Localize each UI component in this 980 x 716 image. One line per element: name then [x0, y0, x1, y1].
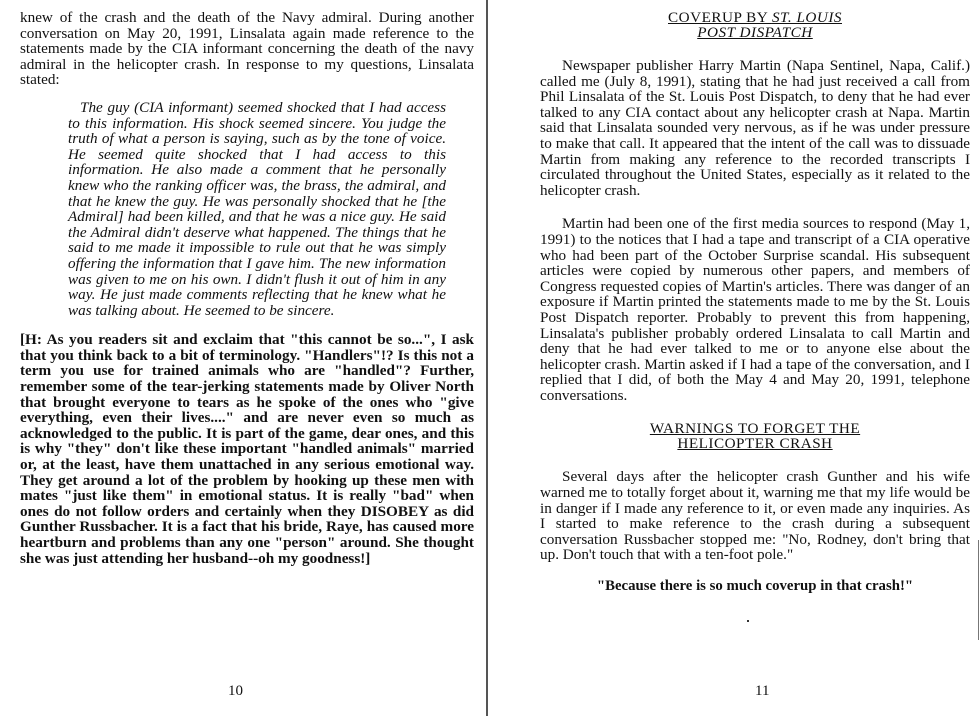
left-page-number: 10: [228, 683, 243, 699]
heading-coverup: [625, 10, 885, 40]
right-page-number: 11: [755, 683, 770, 699]
speck: [747, 620, 749, 622]
right-bold-quote: "Because there is so much coverup in that crash!": [596, 578, 914, 595]
heading-warnings: WARNINGS TO FORGET THE HELICOPTER CRASH: [649, 420, 861, 453]
right-paragraph-3: Several days after the helicopter crash Gunther and his wife warned me to totally forget about it, warning me that my life would be in danger if I made any reference to it, or even made any inquiries. As I started to make reference to the crash during a subsequent conversation Russbacher stopped me: "No, Rodney, don't bring that up. Don't touch that with a ten-foot pole.": [540, 468, 970, 564]
right-edge-line: [978, 540, 979, 640]
left-block-quote: The guy (CIA informant) seemed shocked that I had access to this information. His shock seemed sincere. You judge the truth of what a person is saying, such as by the tone of voice. He seemed quite shocked that I had access to this information. He also made a comment that he personally knew who the ranking officer was, the brass, the admiral, and that he knew the guy. He was personally shocked that he [the Admiral] had been killed, and that he was a nice guy. He said the Admiral didn't deserve what happened. The things that he said to me made it impossible to rule out that he was simply offering the information that I gave him. The new information was given to me on his own. I didn't flush it out of him in any way. He just made comments reflecting that he knew what he was talking about. He seemed to be sincere.: [68, 98, 446, 319]
heading-coverup-line2: POST DISPATCH: [697, 24, 813, 41]
right-paragraph-2: Martin had been one of the first media sources to respond (May 1, 1991) to the notices that I had a tape and transcript of a CIA operative who had been part of the October Surprise scandal. His subsequent articles were copied by numerous other papers, and members of Congress requested copies of Martin's articles. There was danger of an exposure if Martin printed the statements made to me by the St. Louis Post Dispatch reporter. Probably to prevent this from happening, Linsalata's publisher probably ordered Linsalata to call Martin and deny that he had ever talked to me or to anyone else about the helicopter crash. Martin asked if I had a tape of the conversation, and I replied that I did, of both the May 4 and May 20, 1991, telephone conversations.: [540, 215, 970, 404]
left-paragraph-1: knew of the crash and the death of the Navy admiral. During another conversation on May 20, 1991, Linsalata again made reference to the statements made by the CIA informant concerning the death of the navy admiral in the helicopter crash. In response to my questions, Linsalata stated:: [20, 9, 474, 89]
heading-coverup-em: ST. LOUIS: [771, 9, 842, 26]
left-bold-paragraph: [H: As you readers sit and exclaim that "this cannot be so...", I ask that you think back to a bit of terminology. "Handlers"!? Is this not a term you use for trained animals who are "handled"? Further, remember some of the tear-jerking statements made by Oliver North that brought everyone to tears as he spoke of the ones who "give everything, even their lives...." and are never even so much as acknowledged to the public. It is part of the game, dear ones, and this is why "they" don't like these important "handled animals" married or, at the least, have them unattached in any serious emotional way. They get around a lot of the problem by hooking up these men with mates "just like them" in emotional status. It is really "bad" when ones do not follow orders and certainly when they DISOBEY as did Gunther Russbacher. It is a fact that his bride, Raye, has caused more heartburn and problems than any one "person" around. She thought she was just attending her husband--oh my goodness!]: [20, 331, 474, 567]
left-page: [0, 0, 486, 716]
right-paragraph-1: Newspaper publisher Harry Martin (Napa Sentinel, Napa, Calif.) called me (July 8, 1991), stating that he had just received a call from Phil Linsalata of the St. Louis Post Dispatch, to deny that he had ever talked to any CIA contact about any helicopter crash at Napa. Martin said that Linsalata sounded very nervous, as if he was under pressure to make that call. It appeared that the intent of the call was to dissuade Martin from making any reference to the recorded transcripts I circulated throughout the United States, especially as it related to the helicopter crash.: [540, 57, 970, 199]
heading-coverup-line1: COVERUP BY: [668, 9, 772, 26]
right-page: [488, 0, 980, 716]
